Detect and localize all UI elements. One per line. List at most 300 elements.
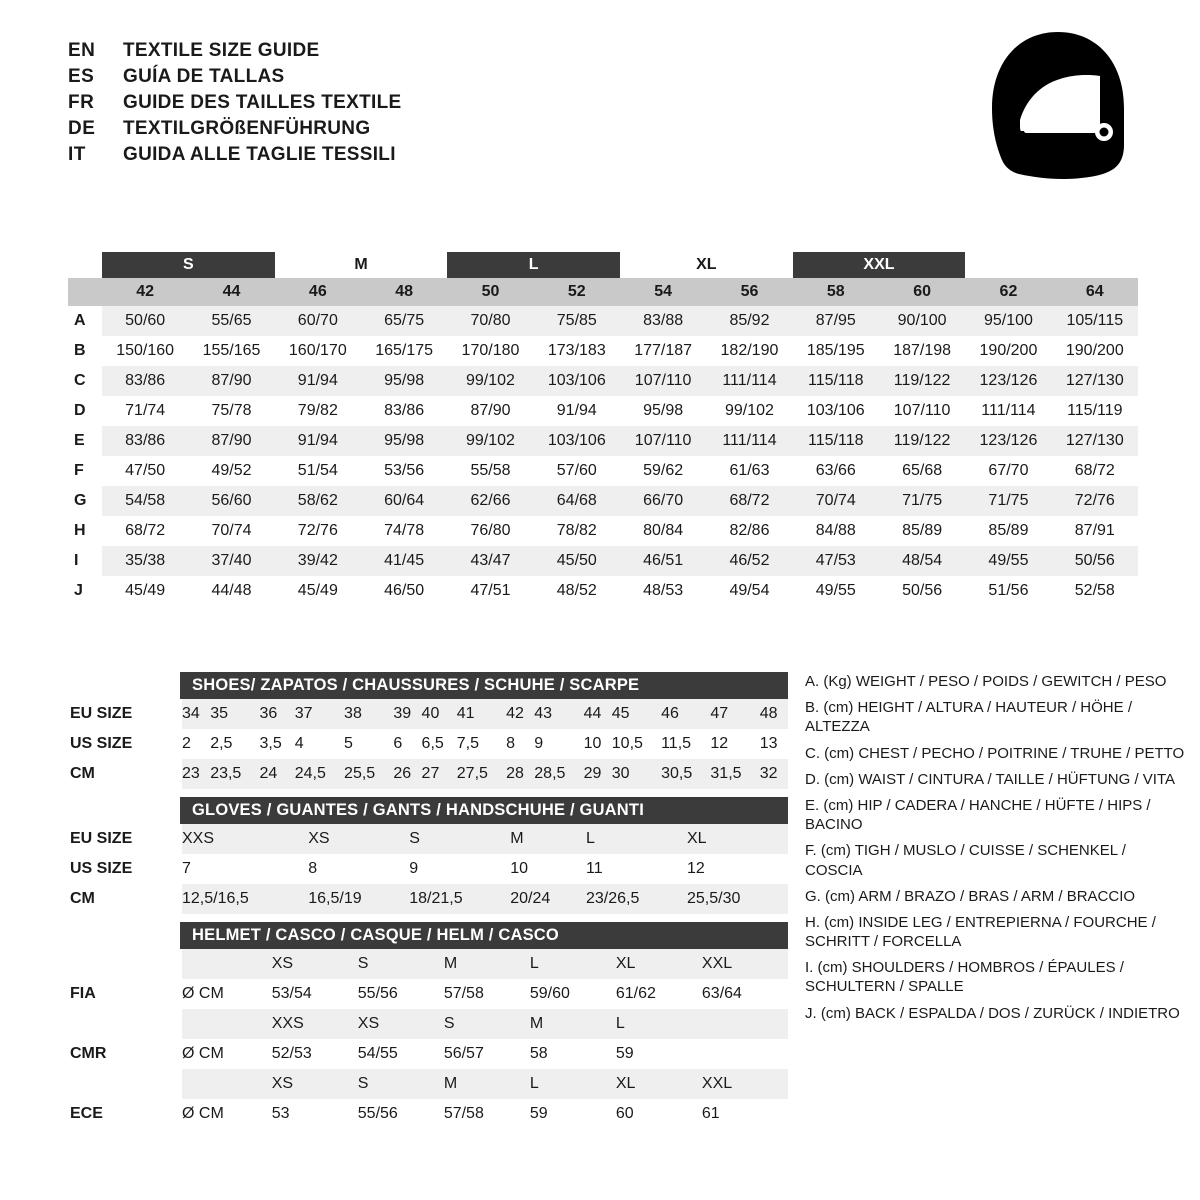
- row-label-d: D: [74, 402, 86, 419]
- cell: 11,5: [661, 729, 710, 759]
- cell: M: [444, 1069, 530, 1099]
- table-row: [68, 576, 1138, 606]
- cell: 95/98: [361, 426, 447, 456]
- cell: M: [444, 949, 530, 979]
- size-number-corner: [68, 278, 102, 306]
- cell: 68/72: [102, 516, 188, 546]
- cell: 8: [506, 729, 534, 759]
- cell: 59: [616, 1039, 702, 1069]
- title-row-de: [68, 118, 401, 140]
- cell: 83/86: [361, 396, 447, 426]
- table-row: [68, 1099, 788, 1129]
- helmet-row-label-cmr: CMR: [68, 1039, 182, 1069]
- cell: 182/190: [706, 336, 792, 366]
- title-text-it: GUIDA ALLE TAGLIE TESSILI: [123, 144, 396, 165]
- cell: 115/118: [793, 426, 879, 456]
- cell-unit: Ø CM: [182, 1039, 272, 1069]
- cell: 57/58: [444, 979, 530, 1009]
- gloves-header-band: [68, 797, 788, 824]
- cell: 80/84: [620, 516, 706, 546]
- cell: XXS: [272, 1009, 358, 1039]
- cell: 48: [760, 699, 788, 729]
- cell: 41: [457, 699, 506, 729]
- cell: 51/56: [965, 576, 1051, 606]
- cell: 190/200: [965, 336, 1051, 366]
- legend-item-a: A. (Kg) WEIGHT / PESO / POIDS / GEWITCH / PESO: [805, 673, 1167, 690]
- cell: 58: [530, 1039, 616, 1069]
- textile-size-table: [68, 252, 1138, 606]
- gloves-block: [68, 797, 788, 914]
- title-row-fr: [68, 92, 401, 114]
- size-group-cell-blank-right: [965, 252, 1051, 278]
- cell: 57/60: [534, 456, 620, 486]
- shoes-row-label-eu: EU SIZE: [68, 699, 182, 729]
- cell: 95/98: [620, 396, 706, 426]
- cell: 190/200: [1052, 336, 1138, 366]
- cell: 127/130: [1052, 366, 1138, 396]
- cell: XS: [272, 1069, 358, 1099]
- cell: 47/53: [793, 546, 879, 576]
- helmet-table: [68, 949, 788, 1129]
- cell: 60/70: [275, 306, 361, 336]
- cell: 9: [409, 854, 510, 884]
- cell: 115/118: [793, 366, 879, 396]
- size-group-l: L: [447, 252, 620, 278]
- cell: 50/56: [1052, 546, 1138, 576]
- cell: 71/75: [965, 486, 1051, 516]
- cell: 34: [182, 699, 210, 729]
- cell: 46/50: [361, 576, 447, 606]
- cell: 49/55: [965, 546, 1051, 576]
- table-row: [68, 1009, 788, 1039]
- cell: 49/52: [188, 456, 274, 486]
- cell: 111/114: [706, 366, 792, 396]
- cell: 25,5/30: [687, 884, 788, 914]
- cell: 56/57: [444, 1039, 530, 1069]
- helmet-header-band: [68, 922, 788, 949]
- cell: 84/88: [793, 516, 879, 546]
- cell: 85/92: [706, 306, 792, 336]
- size-number-header-row: [68, 278, 1138, 306]
- cell: 185/195: [793, 336, 879, 366]
- title-text-de: TEXTILGRÖßENFÜHRUNG: [123, 118, 371, 139]
- cell: 85/89: [879, 516, 965, 546]
- cell: L: [530, 949, 616, 979]
- cell: 187/198: [879, 336, 965, 366]
- title-row-it: [68, 144, 401, 166]
- cell: 91/94: [534, 396, 620, 426]
- cell: 45/49: [275, 576, 361, 606]
- cell: 123/126: [965, 366, 1051, 396]
- cell: L: [530, 1069, 616, 1099]
- cell: 28: [506, 759, 534, 789]
- cell: 23,5: [210, 759, 259, 789]
- cell: 13: [760, 729, 788, 759]
- cell: 10: [510, 854, 586, 884]
- cell: 119/122: [879, 366, 965, 396]
- title-lang-it: IT: [68, 144, 86, 165]
- cell: 55/56: [358, 979, 444, 1009]
- cell-unit: Ø CM: [182, 1099, 272, 1129]
- cell: 20/24: [510, 884, 586, 914]
- cell: 32: [760, 759, 788, 789]
- cell: 64/68: [534, 486, 620, 516]
- gloves-row-label-cm: CM: [68, 884, 182, 914]
- cell: 27: [422, 759, 457, 789]
- cell: 87/90: [447, 396, 533, 426]
- cell: 5: [344, 729, 393, 759]
- size-number-48: 48: [361, 278, 447, 306]
- cell: 52/58: [1052, 576, 1138, 606]
- cell: XS: [308, 824, 409, 854]
- size-number-44: 44: [188, 278, 274, 306]
- cell: L: [616, 1009, 702, 1039]
- cell: 115/119: [1052, 396, 1138, 426]
- cell: 50/60: [102, 306, 188, 336]
- shoes-row-label-cm: CM: [68, 759, 182, 789]
- cell: 85/89: [965, 516, 1051, 546]
- cell: 42: [506, 699, 534, 729]
- title-text-fr: GUIDE DES TAILLES TEXTILE: [123, 92, 402, 113]
- cell: 60: [616, 1099, 702, 1129]
- cell: 107/110: [620, 366, 706, 396]
- row-label-j: J: [74, 582, 83, 599]
- size-group-xxl: XXL: [793, 252, 966, 278]
- cell: 46/51: [620, 546, 706, 576]
- cell: 155/165: [188, 336, 274, 366]
- title-lang-de: DE: [68, 118, 96, 139]
- cell: 99/102: [447, 366, 533, 396]
- cell: 53/56: [361, 456, 447, 486]
- cell: 95/100: [965, 306, 1051, 336]
- cell: 55/56: [358, 1099, 444, 1129]
- cell: 45/50: [534, 546, 620, 576]
- cell: 29: [584, 759, 612, 789]
- legend-item-d: D. (cm) WAIST / CINTURA / TAILLE / HÜFTUNG / VITA: [805, 770, 1176, 788]
- cell: 72/76: [275, 516, 361, 546]
- helmet-section-header: HELMET / CASCO / CASQUE / HELM / CASCO: [180, 922, 788, 949]
- title-row-en: [68, 40, 401, 62]
- cell: 59: [530, 1099, 616, 1129]
- legend-item-f: F. (cm) TIGH / MUSLO / CUISSE / SCHENKEL / COSCIA: [805, 842, 1126, 879]
- cell: 119/122: [879, 426, 965, 456]
- cell: 72/76: [1052, 486, 1138, 516]
- size-number-54: 54: [620, 278, 706, 306]
- title-lang-en: EN: [68, 40, 96, 61]
- cell: 83/88: [620, 306, 706, 336]
- size-group-header-row: [68, 252, 1138, 278]
- cell: 55/58: [447, 456, 533, 486]
- cell: 103/106: [534, 426, 620, 456]
- cell: 87/95: [793, 306, 879, 336]
- cell: XL: [616, 949, 702, 979]
- legend-item-g: G. (cm) ARM / BRAZO / BRAS / ARM / BRACCIO: [805, 887, 1136, 905]
- table-row: [68, 759, 788, 789]
- title-row-es: [68, 66, 401, 88]
- cell: 45/49: [102, 576, 188, 606]
- cell: 70/80: [447, 306, 533, 336]
- cell: 127/130: [1052, 426, 1138, 456]
- cell: 57/58: [444, 1099, 530, 1129]
- row-label-b: B: [74, 342, 86, 359]
- cell: 76/80: [447, 516, 533, 546]
- cell: 61/63: [706, 456, 792, 486]
- cell: 10: [584, 729, 612, 759]
- cell: 12: [710, 729, 759, 759]
- shoes-row-label-us: US SIZE: [68, 729, 182, 759]
- cell: 31,5: [710, 759, 759, 789]
- cell: [182, 1069, 272, 1099]
- cell: 111/114: [965, 396, 1051, 426]
- cell: [702, 1009, 788, 1039]
- table-row: [68, 884, 788, 914]
- cell-unit: Ø CM: [182, 979, 272, 1009]
- cell: XL: [687, 824, 788, 854]
- cell: 47/50: [102, 456, 188, 486]
- table-row: [68, 1069, 788, 1099]
- helmet-header-spacer: [68, 922, 180, 949]
- cell: 46: [661, 699, 710, 729]
- size-number-46: 46: [275, 278, 361, 306]
- cell: M: [530, 1009, 616, 1039]
- cell: 48/53: [620, 576, 706, 606]
- cell: 56/60: [188, 486, 274, 516]
- cell: 75/78: [188, 396, 274, 426]
- cell: 30: [612, 759, 661, 789]
- cell: 95/98: [361, 366, 447, 396]
- title-text-es: GUÍA DE TALLAS: [123, 66, 285, 87]
- cell: 45: [612, 699, 661, 729]
- table-row: [68, 854, 788, 884]
- cell: 107/110: [620, 426, 706, 456]
- size-number-60: 60: [879, 278, 965, 306]
- cell: 8: [308, 854, 409, 884]
- cell: 16,5/19: [308, 884, 409, 914]
- size-number-42: 42: [102, 278, 188, 306]
- cell: 36: [260, 699, 295, 729]
- cell: 54/55: [358, 1039, 444, 1069]
- cell: 41/45: [361, 546, 447, 576]
- cell: 87/90: [188, 426, 274, 456]
- helmet-size-row-label-fia: [68, 949, 182, 979]
- size-number-58: 58: [793, 278, 879, 306]
- title-text-en: TEXTILE SIZE GUIDE: [123, 40, 320, 61]
- size-group-xl: XL: [620, 252, 793, 278]
- cell: 173/183: [534, 336, 620, 366]
- cell: 48/52: [534, 576, 620, 606]
- title-lang-es: ES: [68, 66, 95, 87]
- cell: 43/47: [447, 546, 533, 576]
- cell: XL: [616, 1069, 702, 1099]
- cell: [702, 1039, 788, 1069]
- row-label-g: G: [74, 492, 87, 509]
- cell: 47/51: [447, 576, 533, 606]
- table-row: [68, 979, 788, 1009]
- cell: 61/62: [616, 979, 702, 1009]
- cell: 6,5: [422, 729, 457, 759]
- cell: 71/75: [879, 486, 965, 516]
- cell: [182, 1009, 272, 1039]
- table-row: [68, 546, 1138, 576]
- cell: 103/106: [793, 396, 879, 426]
- table-row: [68, 1039, 788, 1069]
- sub-tables: [68, 672, 788, 1137]
- cell: S: [358, 1069, 444, 1099]
- cell: 12: [687, 854, 788, 884]
- cell: 170/180: [447, 336, 533, 366]
- gloves-table: [68, 824, 788, 914]
- cell: 35/38: [102, 546, 188, 576]
- cell: 39: [393, 699, 421, 729]
- size-number-62: 62: [965, 278, 1051, 306]
- cell: 37: [295, 699, 344, 729]
- row-label-h: H: [74, 522, 86, 539]
- cell: 63/66: [793, 456, 879, 486]
- legend-item-e: E. (cm) HIP / CADERA / HANCHE / HÜFTE / HIPS / BACINO: [805, 796, 1151, 834]
- cell: 63/64: [702, 979, 788, 1009]
- cell: 7,5: [457, 729, 506, 759]
- cell: 44/48: [188, 576, 274, 606]
- title-block: [68, 40, 401, 170]
- gloves-header-spacer: [68, 797, 180, 824]
- row-label-f: F: [74, 462, 84, 479]
- cell: 3,5: [260, 729, 295, 759]
- table-row: [68, 949, 788, 979]
- table-row: [68, 396, 1138, 426]
- cell: 90/100: [879, 306, 965, 336]
- legend-item-c: C. (cm) CHEST / PECHO / POITRINE / TRUHE / PETTO: [805, 744, 1185, 762]
- cell: 49/54: [706, 576, 792, 606]
- legend-item-i: I. (cm) SHOULDERS / HOMBROS / ÉPAULES / SCHULTERN / SPALLE: [805, 959, 1124, 996]
- size-group-cell-blank-left: [68, 252, 102, 278]
- row-label-e: E: [74, 432, 85, 449]
- cell: 51/54: [275, 456, 361, 486]
- cell: 55/65: [188, 306, 274, 336]
- table-row: [68, 366, 1138, 396]
- row-label-i: I: [74, 552, 79, 569]
- cell: 70/74: [188, 516, 274, 546]
- cell: S: [409, 824, 510, 854]
- cell: 10,5: [612, 729, 661, 759]
- table-row: [68, 824, 788, 854]
- cell: 30,5: [661, 759, 710, 789]
- cell: 160/170: [275, 336, 361, 366]
- cell: 59/60: [530, 979, 616, 1009]
- cell: 39/42: [275, 546, 361, 576]
- legend-item-b: B. (cm) HEIGHT / ALTURA / HAUTEUR / HÖHE / ALTEZZA: [805, 699, 1132, 736]
- row-label-a: A: [74, 312, 86, 329]
- cell: 105/115: [1052, 306, 1138, 336]
- cell: 12,5/16,5: [182, 884, 308, 914]
- table-row: [68, 486, 1138, 516]
- gloves-row-label-us: US SIZE: [68, 854, 182, 884]
- table-row: [68, 699, 788, 729]
- cell: 65/68: [879, 456, 965, 486]
- shoes-section-header: SHOES/ ZAPATOS / CHAUSSURES / SCHUHE / SCARPE: [180, 672, 788, 699]
- cell: 71/74: [102, 396, 188, 426]
- table-row: [68, 729, 788, 759]
- cell: 70/74: [793, 486, 879, 516]
- cell: 23: [182, 759, 210, 789]
- cell: 66/70: [620, 486, 706, 516]
- cell: 103/106: [534, 366, 620, 396]
- cell: 35: [210, 699, 259, 729]
- shoes-header-spacer: [68, 672, 180, 699]
- table-row: [68, 426, 1138, 456]
- cell: 65/75: [361, 306, 447, 336]
- helmet-size-row-label-cmr: [68, 1009, 182, 1039]
- cell: L: [586, 824, 687, 854]
- cell: 23/26,5: [586, 884, 687, 914]
- cell: S: [444, 1009, 530, 1039]
- cell: 28,5: [534, 759, 583, 789]
- cell: 2,5: [210, 729, 259, 759]
- title-lang-fr: FR: [68, 92, 95, 113]
- table-row: [68, 306, 1138, 336]
- cell: 4: [295, 729, 344, 759]
- cell: 53: [272, 1099, 358, 1129]
- textile-size-table-body: [68, 306, 1138, 606]
- cell: 87/91: [1052, 516, 1138, 546]
- shoes-block: [68, 672, 788, 789]
- cell: 79/82: [275, 396, 361, 426]
- cell: 62/66: [447, 486, 533, 516]
- cell: XXS: [182, 824, 308, 854]
- size-number-50: 50: [447, 278, 533, 306]
- cell: 82/86: [706, 516, 792, 546]
- cell: 91/94: [275, 366, 361, 396]
- cell: 52/53: [272, 1039, 358, 1069]
- cell: S: [358, 949, 444, 979]
- cell: 6: [393, 729, 421, 759]
- cell: XS: [358, 1009, 444, 1039]
- cell: 53/54: [272, 979, 358, 1009]
- racing-helmet-icon: [978, 28, 1138, 208]
- gloves-row-label-eu: EU SIZE: [68, 824, 182, 854]
- cell: 59/62: [620, 456, 706, 486]
- cell: 68/72: [1052, 456, 1138, 486]
- table-row: [68, 336, 1138, 366]
- helmet-row-label-fia: FIA: [68, 979, 182, 1009]
- cell: 123/126: [965, 426, 1051, 456]
- table-row: [68, 516, 1138, 546]
- cell: 37/40: [188, 546, 274, 576]
- shoes-header-band: [68, 672, 788, 699]
- cell: 24: [260, 759, 295, 789]
- cell: 49/55: [793, 576, 879, 606]
- cell: 99/102: [706, 396, 792, 426]
- row-label-c: C: [74, 372, 86, 389]
- cell: 9: [534, 729, 583, 759]
- legend-item-h: H. (cm) INSIDE LEG / ENTREPIERNA / FOURCHE / SCHRITT / FORCELLA: [805, 913, 1156, 951]
- cell: 18/21,5: [409, 884, 510, 914]
- size-number-64: 64: [1052, 278, 1138, 306]
- cell: 43: [534, 699, 583, 729]
- measurement-legend: [805, 672, 1185, 1030]
- size-number-56: 56: [706, 278, 792, 306]
- cell: XXL: [702, 1069, 788, 1099]
- gloves-section-header: GLOVES / GUANTES / GANTS / HANDSCHUHE / GUANTI: [180, 797, 788, 824]
- helmet-block: [68, 922, 788, 1129]
- cell: [182, 949, 272, 979]
- cell: 24,5: [295, 759, 344, 789]
- cell: 67/70: [965, 456, 1051, 486]
- cell: 48/54: [879, 546, 965, 576]
- table-row: [68, 456, 1138, 486]
- size-group-m: M: [275, 252, 448, 278]
- cell: 44: [584, 699, 612, 729]
- cell: M: [510, 824, 586, 854]
